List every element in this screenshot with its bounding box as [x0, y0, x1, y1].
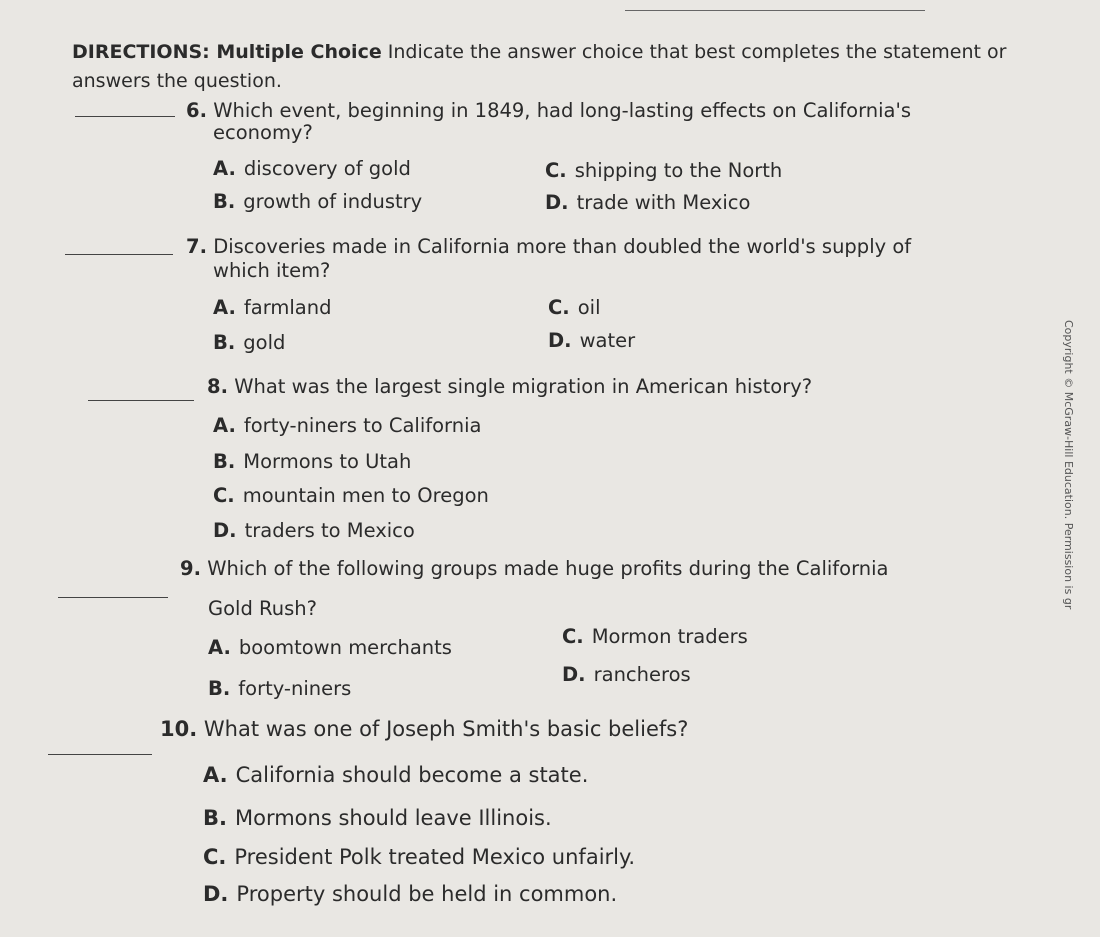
option-a[interactable]: A. boomtown merchants [208, 636, 452, 659]
answer-blank[interactable] [75, 116, 175, 117]
option-a[interactable]: A. farmland [213, 296, 332, 319]
option-d[interactable]: D. traders to Mexico [213, 519, 415, 542]
answer-blank[interactable] [65, 254, 173, 255]
option-b[interactable]: B. gold [213, 331, 286, 354]
option-c[interactable]: C. shipping to the North [545, 159, 783, 182]
question-text: Discoveries made in California more than doubled the world's supply of [213, 235, 912, 258]
question-text: What was one of Joseph Smith's basic beliefs? [203, 717, 689, 741]
option-a[interactable]: A. discovery of gold [213, 157, 411, 180]
question-number: 8. [207, 375, 228, 398]
option-d[interactable]: D. Property should be held in common. [203, 882, 618, 906]
option-c[interactable]: C. mountain men to Oregon [213, 484, 489, 507]
directions [72, 38, 1012, 96]
copyright-notice: Copyright © McGraw-Hill Education. Permission is gr [1062, 320, 1075, 610]
question-8 [207, 372, 812, 402]
question-text-line2: which item? [213, 259, 331, 282]
option-b[interactable]: B. growth of industry [213, 190, 423, 213]
question-text: Which of the following groups made huge profits during the California [207, 557, 889, 580]
option-c[interactable]: C. President Polk treated Mexico unfairly. [203, 845, 636, 869]
question-number: 9. [180, 557, 201, 580]
question-text: Which event, beginning in 1849, had long-lasting effects on California's [213, 99, 911, 122]
answer-blank[interactable] [48, 754, 152, 755]
option-b[interactable]: B. Mormons to Utah [213, 450, 412, 473]
option-d[interactable]: D. rancheros [562, 663, 691, 686]
option-d[interactable]: D. water [548, 329, 636, 352]
option-b[interactable]: B. forty-niners [208, 677, 352, 700]
option-b[interactable]: B. Mormons should leave Illinois. [203, 806, 552, 830]
question-number: 7. [186, 235, 207, 258]
option-c[interactable]: C. Mormon traders [562, 625, 748, 648]
question-text-line2: Gold Rush? [208, 597, 317, 620]
question-9 [180, 554, 888, 584]
answer-blank[interactable] [58, 597, 168, 598]
question-text: What was the largest single migration in American history? [234, 375, 813, 398]
top-answer-line [625, 10, 925, 11]
answer-blank[interactable] [88, 400, 194, 401]
directions-label: DIRECTIONS: Multiple Choice [72, 41, 382, 63]
question-number: 10. [160, 717, 198, 741]
option-a[interactable]: A. California should become a state. [203, 763, 589, 787]
option-a[interactable]: A. forty-niners to California [213, 414, 482, 437]
question-10 [160, 714, 688, 744]
option-c[interactable]: C. oil [548, 296, 601, 319]
option-d[interactable]: D. trade with Mexico [545, 191, 751, 214]
directions-text: Indicate the answer choice that best completes the statement or answers the question. [72, 41, 1007, 92]
question-number: 6. [186, 99, 207, 122]
question-text-line2: economy? [213, 121, 313, 144]
